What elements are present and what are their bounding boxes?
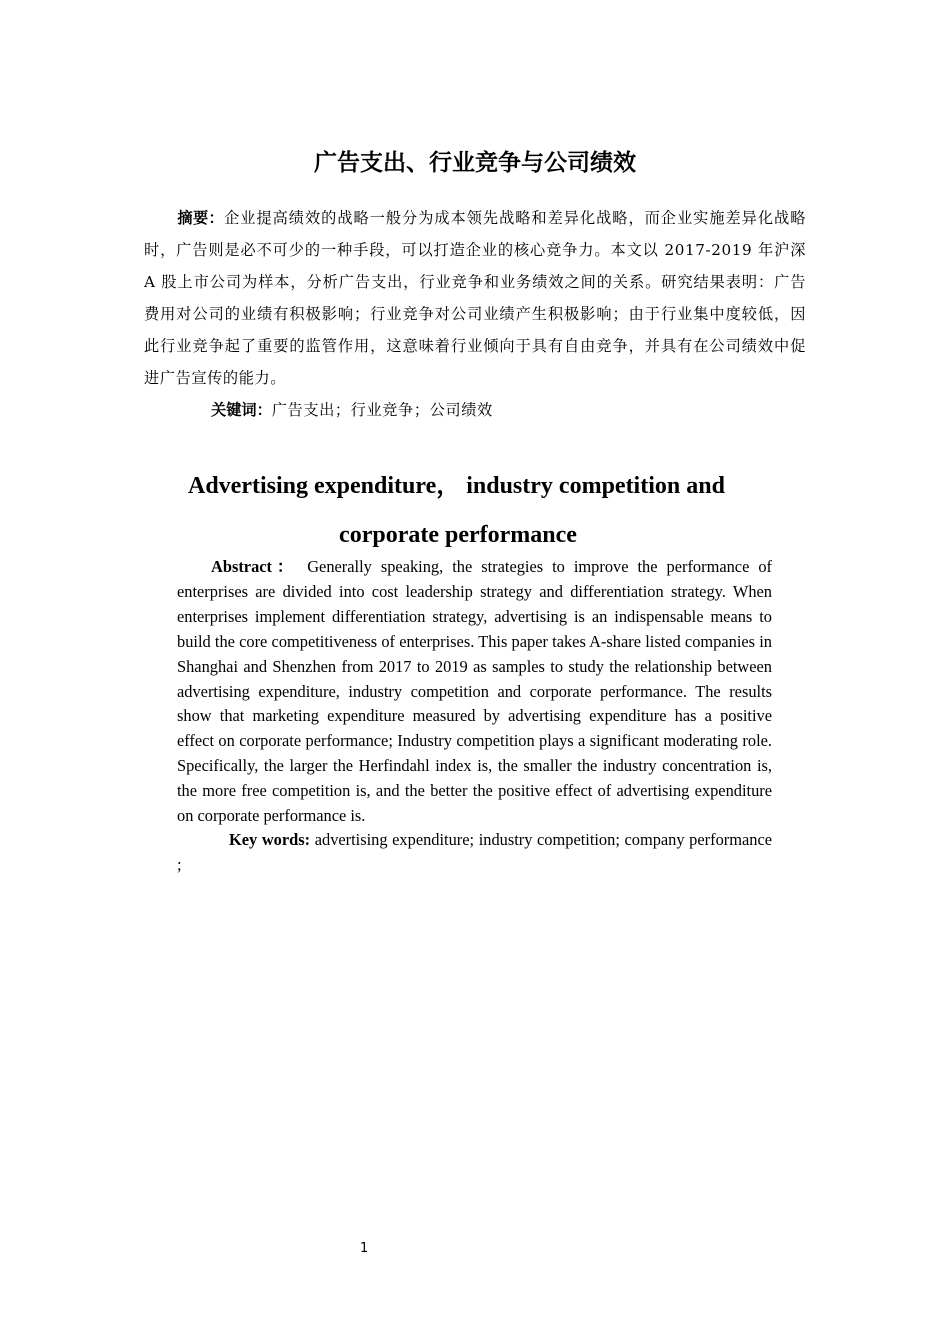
chinese-keywords (211, 394, 493, 426)
english-keywords-text: advertising expenditure; industry competition; company performance ; (177, 830, 772, 874)
english-abstract-text: Generally speaking, the strategies to improve the performance of enterprises are divided into cost leadership strategy and differentiation strategy. When enterprises implement differentiation strategy, advertising is an indispensable means to build the core competitiveness of enterprises. This paper takes A-share listed companies in Shanghai and Shenzhen from 2017 to 2019 as samples to study the relationship between advertising expenditure, industry competition and corporate performance. The results show that marketing expenditure measured by advertising expenditure has a positive effect on corporate performance; Industry competition plays a significant moderating role. Specifically, the larger the Herfindahl index is, the smaller the industry concentration is, the more free competition is, and the better the positive effect of advertising expenditure on corporate performance is. (177, 557, 772, 826)
english-title-line-1: Advertising expenditure， industry competition and (188, 473, 725, 499)
english-title (0, 462, 950, 560)
chinese-abstract (144, 202, 806, 394)
chinese-abstract-label: 摘要： (177, 209, 225, 227)
english-abstract-label: Abstract： (211, 557, 299, 576)
chinese-keywords-text: 广告支出；行业竞争；公司绩效 (271, 401, 493, 419)
chinese-abstract-text: 企业提高绩效的战略一般分为成本领先战略和差异化战略，而企业实施差异化战略时，广告则是必不可少的一种手段，可以打造企业的核心竞争力。本文以 2017-2019 年沪深 A 股上市公司为样本，分析广告支出，行业竞争和业务绩效之间的关系。研究结果表明：广告费用对公司的业绩有积极影响；行业竞争对公司业绩产生积极影响；由于行业集中度较低，因此行业竞争起了重要的监管作用，这意味着行业倾向于具有自由竞争，并具有在公司绩效中促进广告宣传的能力。 (144, 209, 806, 387)
chinese-title: 广告支出、行业竞争与公司绩效 (314, 150, 636, 176)
page-number: 1 (360, 1241, 369, 1256)
chinese-keywords-label: 关键词： (211, 401, 272, 419)
english-title-line-2: corporate performance (339, 522, 577, 548)
english-keywords-label: Key words: (229, 830, 311, 849)
english-keywords (177, 828, 772, 878)
english-abstract (177, 555, 772, 829)
